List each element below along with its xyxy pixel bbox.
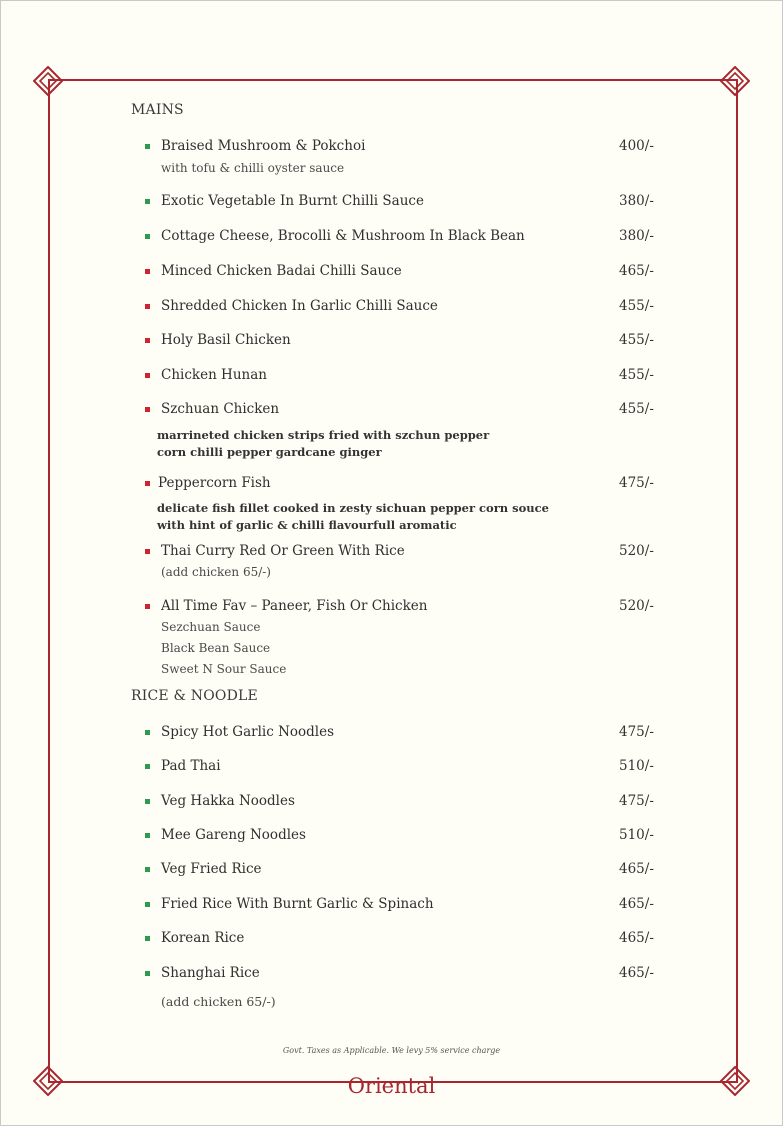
veg-marker [145,199,150,204]
item-name: Chicken Hunan [161,367,267,383]
item-name: Pad Thai [161,758,221,774]
item-price: 380/- [619,193,654,209]
item-price: 455/- [619,401,654,417]
item-name: Veg Hakka Noodles [161,793,295,809]
item-description: corn chilli pepper gardcane ginger [157,445,382,459]
item-name: Veg Fried Rice [161,861,262,877]
item-price: 510/- [619,758,654,774]
item-price: 455/- [619,367,654,383]
item-price: 475/- [619,475,654,491]
item-name: Korean Rice [161,930,245,946]
item-description: Black Bean Sauce [161,641,271,655]
menu-item [0,598,783,618]
item-price: 465/- [619,930,654,946]
item-name: Shredded Chicken In Garlic Chilli Sauce [161,298,438,314]
menu-category-title: Oriental [347,1074,436,1098]
item-name: Peppercorn Fish [158,475,271,491]
item-description: Sweet N Sour Sauce [161,662,287,676]
veg-marker [145,971,150,976]
item-name: Spicy Hot Garlic Noodles [161,724,335,740]
section-title-rice-noodle: RICE & NOODLE [131,688,258,704]
item-price: 520/- [619,543,654,559]
nonveg-marker [145,481,150,486]
corner-ornament-top-left [33,66,63,96]
item-name: All Time Fav – Paneer, Fish Or Chicken [161,598,428,614]
item-price: 465/- [619,965,654,981]
menu-item [0,263,783,283]
menu-item [0,401,783,421]
menu-item [0,138,783,158]
veg-marker [145,936,150,941]
item-price: 380/- [619,228,654,244]
veg-marker [145,764,150,769]
item-description: (add chicken 65/-) [161,565,271,579]
menu-item [0,965,783,985]
item-name: Szchuan Chicken [161,401,280,417]
item-name: Cottage Cheese, Brocolli & Mushroom In Black Bean [161,228,525,244]
item-price: 465/- [619,896,654,912]
item-price: 455/- [619,298,654,314]
nonveg-marker [145,338,150,343]
menu-item [0,793,783,813]
menu-item [0,332,783,352]
item-description: with tofu & chilli oyster sauce [161,161,345,175]
veg-marker [145,234,150,239]
corner-ornament-top-right [720,66,750,96]
veg-marker [145,902,150,907]
item-price: 510/- [619,827,654,843]
item-price: 465/- [619,263,654,279]
item-description: Sezchuan Sauce [161,620,261,634]
veg-marker [145,867,150,872]
menu-item [0,724,783,744]
nonveg-marker [145,407,150,412]
item-description: (add chicken 65/-) [161,994,276,1009]
veg-marker [145,144,150,149]
item-name: Thai Curry Red Or Green With Rice [161,543,405,559]
menu-item [0,193,783,213]
veg-marker [145,799,150,804]
item-name: Holy Basil Chicken [161,332,291,348]
item-description: delicate fish fillet cooked in zesty sichuan pepper corn souce [157,501,549,515]
nonveg-marker [145,304,150,309]
nonveg-marker [145,549,150,554]
menu-item [0,367,783,387]
item-price: 465/- [619,861,654,877]
item-price: 520/- [619,598,654,614]
veg-marker [145,730,150,735]
item-name: Mee Gareng Noodles [161,827,306,843]
item-price: 455/- [619,332,654,348]
item-description: with hint of garlic & chilli flavourfull aromatic [157,518,457,532]
item-name: Shanghai Rice [161,965,260,981]
item-price: 475/- [619,724,654,740]
menu-item [0,758,783,778]
menu-item [0,543,783,563]
menu-item [0,228,783,248]
item-description: marrineted chicken strips fried with szchun pepper [157,428,490,442]
item-name: Minced Chicken Badai Chilli Sauce [161,263,402,279]
menu-item [0,930,783,950]
veg-marker [145,833,150,838]
item-price: 475/- [619,793,654,809]
tax-note: Govt. Taxes as Applicable. We levy 5% service charge [282,1046,501,1055]
item-name: Fried Rice With Burnt Garlic & Spinach [161,896,434,912]
menu-item [0,827,783,847]
item-name: Exotic Vegetable In Burnt Chilli Sauce [161,193,424,209]
menu-item [0,475,783,495]
nonveg-marker [145,604,150,609]
nonveg-marker [145,269,150,274]
menu-item [0,298,783,318]
menu-item [0,896,783,916]
nonveg-marker [145,373,150,378]
menu-item [0,861,783,881]
item-price: 400/- [619,138,654,154]
item-name: Braised Mushroom & Pokchoi [161,138,366,154]
section-title-mains: MAINS [131,102,184,118]
